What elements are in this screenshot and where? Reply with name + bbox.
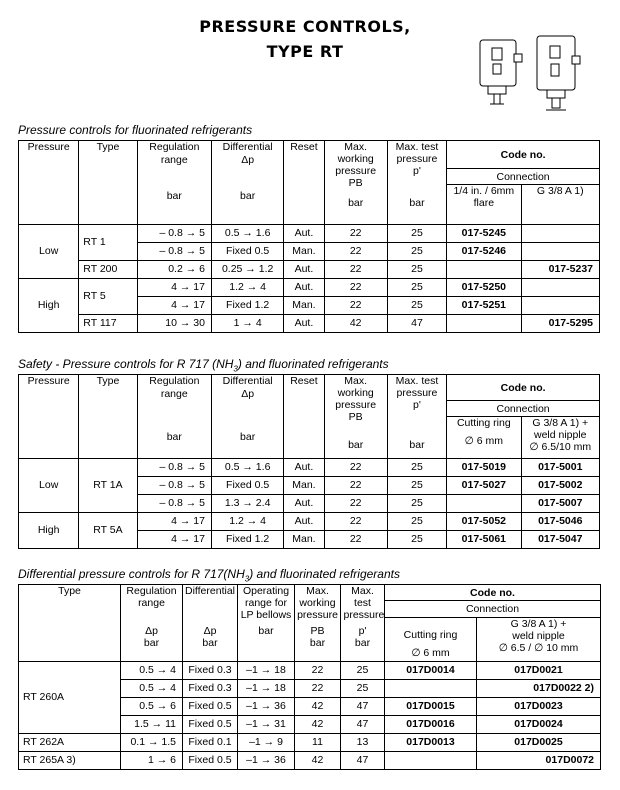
group-high: High (19, 513, 79, 549)
col-max-working-header: Max. working pressure PB bar (324, 141, 387, 225)
col-max-working-header: Max. working pressure PB bar (295, 585, 341, 662)
page-subtitle: TYPE RT (266, 42, 344, 61)
group-low: Low (19, 225, 79, 279)
table-row: RT 260A 0.5 → 4 Fixed 0.3 –1 → 18 22 25 017D0014 017D0021 (19, 662, 601, 680)
col-type-header: Type (79, 375, 137, 459)
col-type-header: Type (19, 585, 121, 662)
col-conn2-header: G 3/8 A 1) + weld nipple ∅ 6.5 / ∅ 10 mm (477, 618, 601, 662)
col-max-test-header: Max. test pressure p' bar (387, 141, 446, 225)
col-code-header: Code no. (447, 375, 600, 401)
table-row: – 0.8 → 5 Fixed 0.5 Man. 22 25 017-5027 017-5002 (19, 477, 600, 495)
group-rt5a: RT 5A (79, 513, 137, 549)
group-rt1a: RT 1A (79, 459, 137, 513)
table-row: RT 200 0.2 → 6 0.25 → 1.2 Aut. 22 25 017-5237 (19, 261, 600, 279)
table-row: Low RT 1A – 0.8 → 5 0.5 → 1.6 Aut. 22 25 017-5019 017-5001 (19, 459, 600, 477)
col-differential-header: Differential Δp bar (211, 141, 283, 225)
col-max-working-header: Max. working pressure PB bar (324, 375, 387, 459)
table-row: RT 265A 3) 1 → 6 Fixed 0.5 –1 → 36 42 47 017D0072 (19, 752, 601, 770)
col-conn2-header: G 3/8 A 1) + weld nipple ∅ 6.5/10 mm (521, 417, 599, 459)
col-conn1-header: Cutting ring ∅ 6 mm (447, 417, 521, 459)
col-regulation-header: Regulation range bar (137, 141, 211, 225)
table-row: – 0.8 → 5 1.3 → 2.4 Aut. 22 25 017-5007 (19, 495, 600, 513)
table1-caption: Pressure controls for fluorinated refrigerants (18, 123, 253, 137)
table-row: 0.5 → 6 Fixed 0.5 –1 → 36 42 47 017D0015 017D0023 (19, 698, 601, 716)
table-row: Low RT 1 – 0.8 → 5 0.5 → 1.6 Aut. 22 25 017-5245 (19, 225, 600, 243)
table-row: RT 117 10 → 30 1 → 4 Aut. 42 47 017-5295 (19, 315, 600, 333)
col-regulation-header: Regulation range Δp bar (121, 585, 183, 662)
table-row: 0.5 → 4 Fixed 0.3 –1 → 18 22 25 017D0022 2) (19, 680, 601, 698)
col-connection-header: Connection (447, 169, 600, 185)
table-differential-controls (18, 584, 601, 770)
page-title: PRESSURE CONTROLS, (199, 17, 411, 36)
table2-caption: Safety - Pressure controls for R 717 $(NH_3)$ and fluorinated refrigerants (18, 357, 389, 374)
group-rt1: RT 1 (79, 225, 137, 261)
table-row: High RT 5 4 → 17 1.2 → 4 Aut. 22 25 017-5250 (19, 279, 600, 297)
table-safety-controls (18, 374, 600, 549)
group-rt5: RT 5 (79, 279, 137, 315)
col-regulation-header: Regulation range bar (137, 375, 211, 459)
table-fluorinated-controls (18, 140, 600, 333)
col-connection-header: Connection (385, 601, 601, 618)
table3-caption: Differential pressure controls for R $717(NH_3)$ and fluorinated refrigerants (18, 567, 400, 584)
table-row: 1.5 → 11 Fixed 0.5 –1 → 31 42 47 017D0016 017D0024 (19, 716, 601, 734)
col-differential-header: Differential Δp bar (211, 375, 283, 459)
col-code-header: Code no. (447, 141, 600, 169)
table-row: RT 262A 0.1 → 1.5 Fixed 0.1 –1 → 9 11 13 017D0013 017D0025 (19, 734, 601, 752)
table-row: 4 → 17 Fixed 1.2 Man. 22 25 017-5061 017-5047 (19, 531, 600, 549)
col-reset-header: Reset (284, 375, 324, 459)
col-connection-header: Connection (447, 401, 600, 417)
col-pressure-header: Pressure (19, 375, 79, 459)
table-row: – 0.8 → 5 Fixed 0.5 Man. 22 25 017-5246 (19, 243, 600, 261)
col-conn2-header: G 3/8 A 1) (521, 185, 599, 225)
table-row: 4 → 17 Fixed 1.2 Man. 22 25 017-5251 (19, 297, 600, 315)
group-high: High (19, 279, 79, 333)
pressure-control-device-illustration (462, 28, 592, 118)
col-conn1-header: Cutting ring ∅ 6 mm (385, 618, 477, 662)
col-conn1-header: 1/4 in. / 6mm flare (447, 185, 521, 225)
col-operating-header: Operating range for LP bellows bar (238, 585, 295, 662)
col-differential-header: Differential Δp bar (183, 585, 238, 662)
col-pressure-header: Pressure (19, 141, 79, 225)
col-code-header: Code no. (385, 585, 601, 601)
table-row: High RT 5A 4 → 17 1.2 → 4 Aut. 22 25 017-5052 017-5046 (19, 513, 600, 531)
col-reset-header: Reset (284, 141, 324, 225)
col-max-test-header: Max. test pressure p' bar (387, 375, 446, 459)
col-max-test-header: Max. test pressure p' bar (341, 585, 385, 662)
group-low: Low (19, 459, 79, 513)
col-type-header: Type (79, 141, 137, 225)
group-rt260a: RT 260A (19, 662, 121, 734)
